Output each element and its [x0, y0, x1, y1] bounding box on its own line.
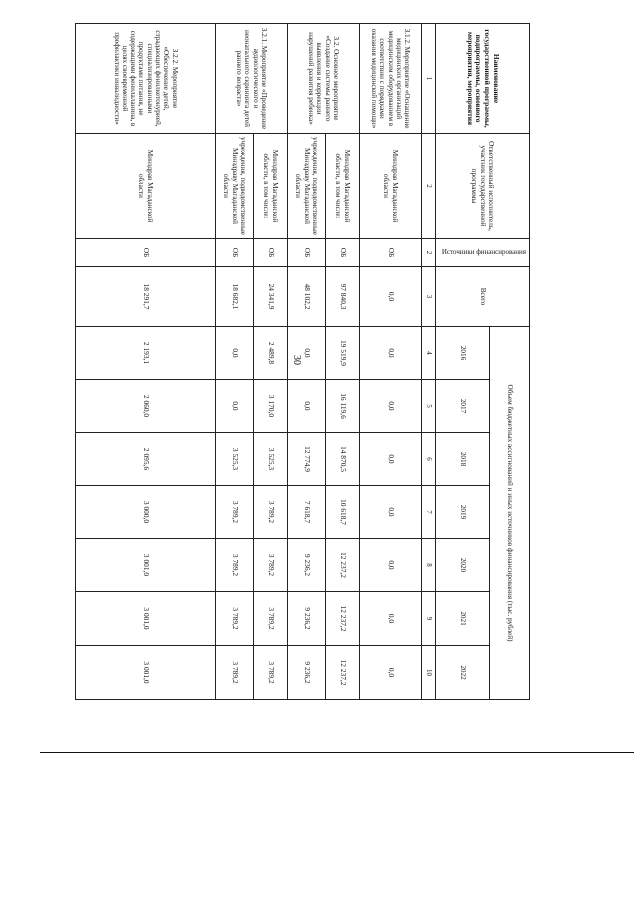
page-number: 30 [291, 355, 302, 365]
row-total: 18 291,7 [76, 267, 216, 327]
row-value: 0,0 [360, 433, 422, 486]
row-value: 0,0 [288, 327, 326, 380]
header-source-text: Источники финансирования [441, 248, 526, 257]
row-value: 3 789,2 [254, 646, 288, 700]
row-source: ОБ [76, 239, 216, 267]
index-cell: 2 [422, 239, 436, 267]
row-value: 0,0 [360, 539, 422, 592]
header-year: 2017 [436, 380, 490, 433]
header-group: Объем бюджетных ассигнований и иных источников финансирования (тыс. рублей) [490, 327, 530, 700]
header-year: 2021 [436, 592, 490, 646]
row-source: ОБ [254, 239, 288, 267]
row-value: 3 789,2 [254, 486, 288, 539]
row-value: 12 237,2 [326, 592, 360, 646]
budget-table [75, 23, 530, 700]
row-value: 0,0 [360, 327, 422, 380]
row-value: 3 170,0 [254, 380, 288, 433]
row-value: 3 525,3 [216, 433, 254, 486]
row-value: 2 193,1 [76, 327, 216, 380]
row-value: 2 095,6 [76, 433, 216, 486]
header-executor: Ответственный исполнитель, участник государственной программы [436, 134, 530, 239]
header-name: Наименование государственной программы, подпрограммы, основного мероприятия, мероприятия [436, 24, 530, 134]
header-source [436, 239, 530, 267]
page-divider-line [40, 752, 634, 753]
row-value: 16 119,6 [326, 380, 360, 433]
index-cell: 4 [422, 327, 436, 380]
row-value: 0,0 [216, 327, 254, 380]
row-value: 12 237,2 [326, 539, 360, 592]
row-value: 3 001,0 [76, 592, 216, 646]
row-value: 3 525,3 [254, 433, 288, 486]
row-value: 12 237,2 [326, 646, 360, 700]
row-value: 0,0 [216, 380, 254, 433]
row-value: 0,0 [360, 592, 422, 646]
index-cell: 7 [422, 486, 436, 539]
row-executor: Минздрав Магаданской области, в том числе: [326, 134, 360, 239]
row-name: 3.2.1. Мероприятие «Проведение аудиологического и неонатального скрининга детей раннего возраста» [216, 24, 288, 134]
table-row [76, 24, 216, 700]
table-row [360, 24, 422, 700]
index-cell: 2 [422, 134, 436, 239]
row-value: 14 870,5 [326, 433, 360, 486]
row-name: 3.2. Основное мероприятие «Создание системы раннего выявления и коррекции нарушений развития ребенка» [288, 24, 360, 134]
row-executor: учреждения, подведомственные Минздраву Магаданской области [288, 134, 326, 239]
row-value: 0,0 [360, 646, 422, 700]
index-cell: 6 [422, 433, 436, 486]
row-total: 97 840,3 [326, 267, 360, 327]
row-total: 18 682,1 [216, 267, 254, 327]
index-cell: 1 [422, 24, 436, 134]
row-source: ОБ [326, 239, 360, 267]
row-value: 3 789,2 [254, 539, 288, 592]
row-value: 9 236,2 [288, 592, 326, 646]
header-year: 2019 [436, 486, 490, 539]
row-value: 2 060,0 [76, 380, 216, 433]
row-value: 10 618,7 [326, 486, 360, 539]
row-value: 9 236,2 [288, 539, 326, 592]
row-executor: Минздрав Магаданской области [76, 134, 216, 239]
row-name: 3.1.2. Мероприятие «Оснащение медицинских организаций медицинским оборудованием в соответствии с порядками оказания медицинской помощи» [360, 24, 422, 134]
row-total: 48 102,2 [288, 267, 326, 327]
row-executor: учреждения, подведомственные Минздраву Магаданской области [216, 134, 254, 239]
row-value: 19 519,9 [326, 327, 360, 380]
budget-table-frame [76, 23, 530, 699]
header-total: Всего [436, 267, 530, 327]
row-value: 2 489,8 [254, 327, 288, 380]
row-value: 0,0 [360, 486, 422, 539]
index-cell: 8 [422, 539, 436, 592]
header-year: 2022 [436, 646, 490, 700]
header-year: 2018 [436, 433, 490, 486]
header-year: 2020 [436, 539, 490, 592]
table-row [254, 24, 288, 700]
index-cell: 5 [422, 380, 436, 433]
row-name: 3.2.2. Мероприятие «Обеспечение детей, страдающих фенилкетонурией, специализированными продуктами питания, не содержащими фенилаланина, в целях своевременной профилактики инвалидности» [76, 24, 216, 134]
row-value: 0,0 [288, 380, 326, 433]
row-value: 0,0 [360, 380, 422, 433]
row-value: 3 789,2 [216, 486, 254, 539]
row-value: 3 789,2 [216, 592, 254, 646]
row-total: 24 341,9 [254, 267, 288, 327]
index-cell: 9 [422, 592, 436, 646]
row-value: 3 789,2 [216, 539, 254, 592]
row-value: 3 001,0 [76, 646, 216, 700]
index-cell: 3 [422, 267, 436, 327]
row-executor: Минздрав Магаданской области [360, 134, 422, 239]
index-cell: 10 [422, 646, 436, 700]
row-value: 3 000,0 [76, 486, 216, 539]
row-value: 3 789,2 [254, 592, 288, 646]
row-value: 7 618,7 [288, 486, 326, 539]
row-value: 9 236,2 [288, 646, 326, 700]
row-value: 3 001,0 [76, 539, 216, 592]
row-source: ОБ [288, 239, 326, 267]
table-row [326, 24, 360, 700]
row-executor: Минздрав Магаданской области, в том числе: [254, 134, 288, 239]
row-source: ОБ [216, 239, 254, 267]
row-value: 12 774,9 [288, 433, 326, 486]
row-source: ОБ [360, 239, 422, 267]
header-year: 2016 [436, 327, 490, 380]
row-value: 3 789,2 [216, 646, 254, 700]
row-total: 0,0 [360, 267, 422, 327]
